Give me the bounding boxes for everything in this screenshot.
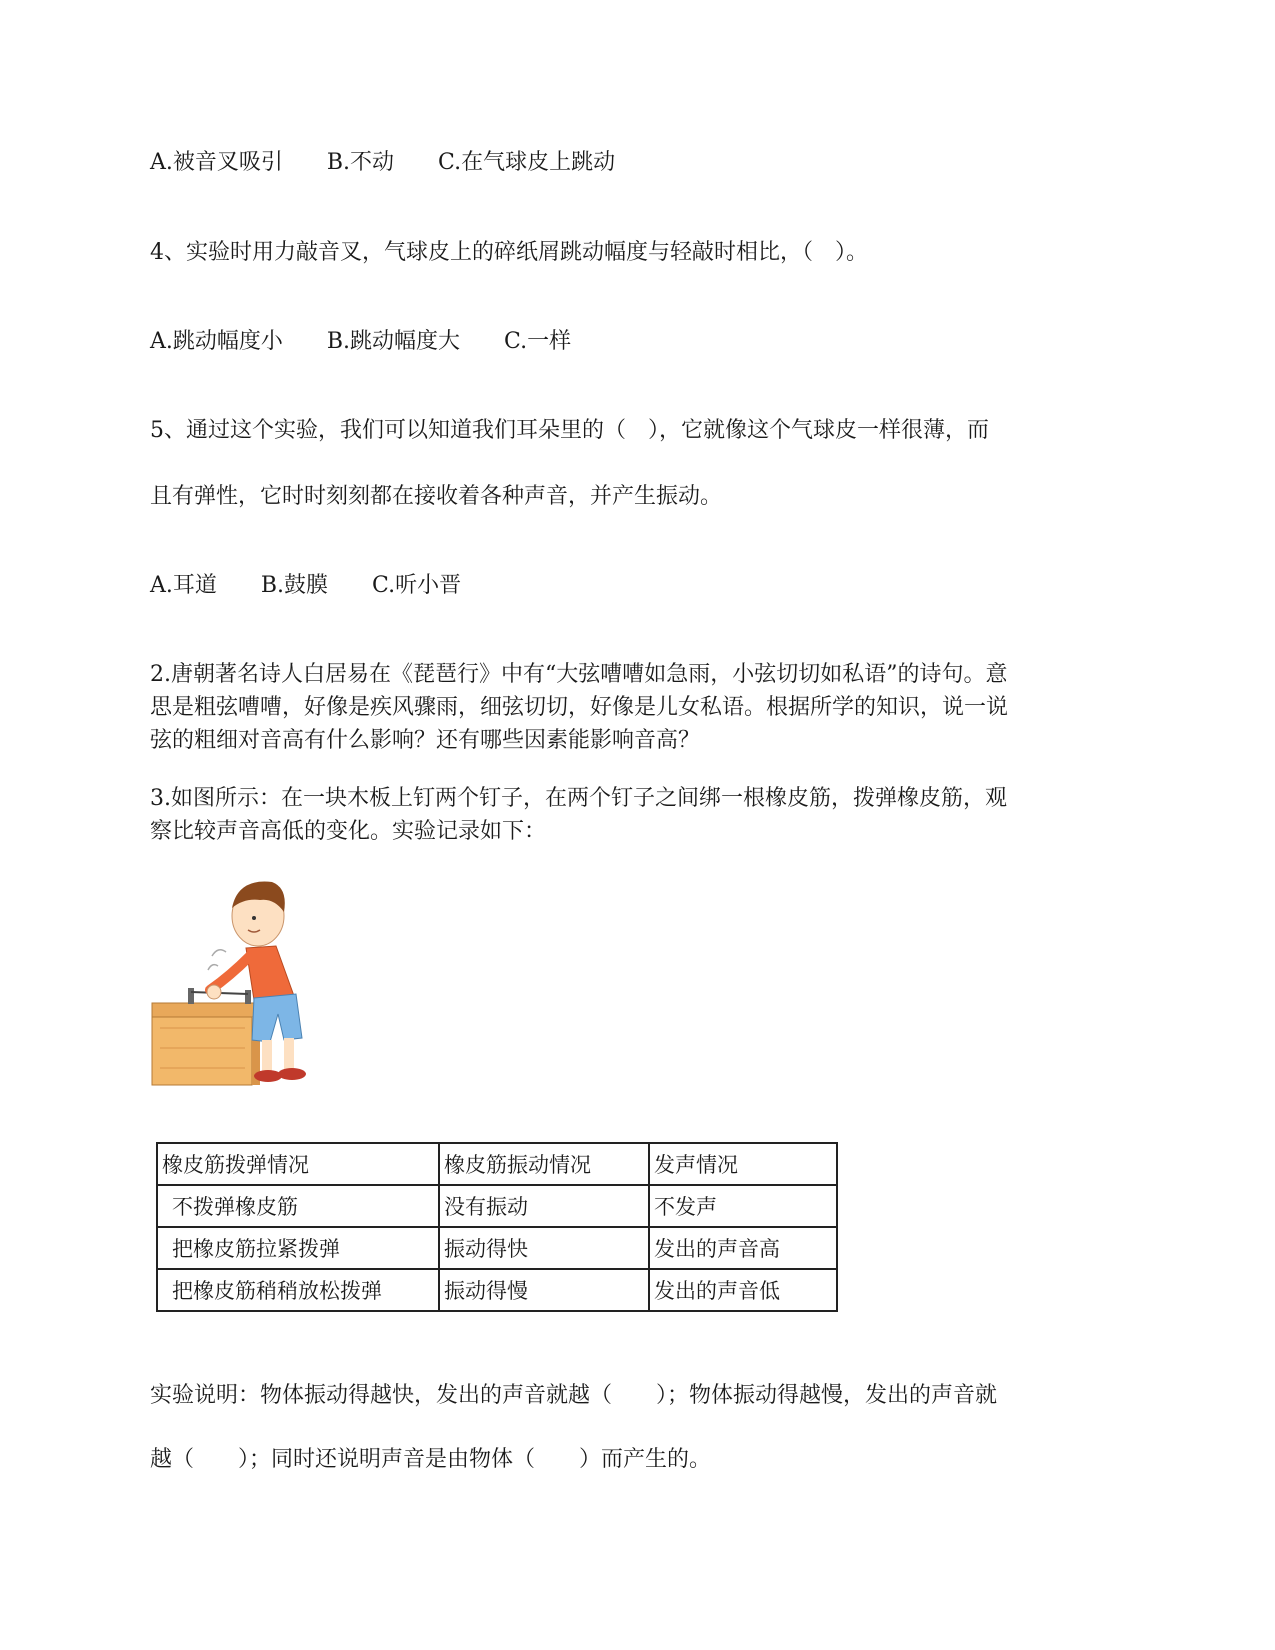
table-header-cell: 发声情况 <box>649 1143 837 1185</box>
table-cell: 发出的声音低 <box>649 1269 837 1311</box>
q5-options: A.耳道 B.鼓膜 C.听小晋 <box>150 573 462 598</box>
table-cell: 没有振动 <box>439 1185 649 1227</box>
conclusion-line2: 越（ ）；同时还说明声音是由物体（ ）而产生的。 <box>150 1447 712 1472</box>
p2-line3: 弦的粗细对音高有什么影响？还有哪些因素能影响音高？ <box>150 728 701 753</box>
table-row <box>157 1269 837 1311</box>
table-cell: 振动得慢 <box>439 1269 649 1311</box>
p3-line1: 3.如图所示：在一块木板上钉两个钉子，在两个钉子之间绑一根橡皮筋，拨弹橡皮筋，观 <box>150 786 1007 811</box>
table-row <box>157 1185 837 1227</box>
q5-stem-line2: 且有弹性，它时时刻刻都在接收着各种声音，并产生振动。 <box>150 484 723 509</box>
table-cell: 把橡皮筋拉紧拨弹 <box>157 1227 439 1269</box>
table-header-cell: 橡皮筋拨弹情况 <box>157 1143 439 1185</box>
table-cell: 把橡皮筋稍稍放松拨弹 <box>157 1269 439 1311</box>
q5-stem-line1: 5、通过这个实验，我们可以知道我们耳朵里的（ ），它就像这个气球皮一样很薄，而 <box>150 418 989 443</box>
q4-stem: 4、实验时用力敲音叉，气球皮上的碎纸屑跳动幅度与轻敲时相比，（ ）。 <box>150 240 868 265</box>
table-row <box>157 1227 837 1269</box>
q3-options: A.被音叉吸引 B.不动 C.在气球皮上跳动 <box>150 150 616 175</box>
p3-line2: 察比较声音高低的变化。实验记录如下： <box>150 819 547 844</box>
table-cell: 发出的声音高 <box>649 1227 837 1269</box>
experiment-record-table <box>156 1142 838 1312</box>
p2-line1: 2.唐朝著名诗人白居易在《琵琶行》中有“大弦嘈嘈如急雨，小弦切切如私语”的诗句。意 <box>150 662 1008 687</box>
table-header-row <box>157 1143 837 1185</box>
p2-line2: 思是粗弦嘈嘈，好像是疾风骤雨，细弦切切，好像是儿女私语。根据所学的知识，说一说 <box>150 695 1009 720</box>
table-cell: 振动得快 <box>439 1227 649 1269</box>
table-header-cell: 橡皮筋振动情况 <box>439 1143 649 1185</box>
table-cell: 不发声 <box>649 1185 837 1227</box>
q4-options: A.跳动幅度小 B.跳动幅度大 C.一样 <box>150 329 572 354</box>
conclusion-line1: 实验说明：物体振动得越快，发出的声音就越（ ）；物体振动得越慢，发出的声音就 <box>150 1383 998 1408</box>
table-cell: 不拨弹橡皮筋 <box>157 1185 439 1227</box>
boy-plucking-rubber-band-illustration <box>150 878 315 1088</box>
